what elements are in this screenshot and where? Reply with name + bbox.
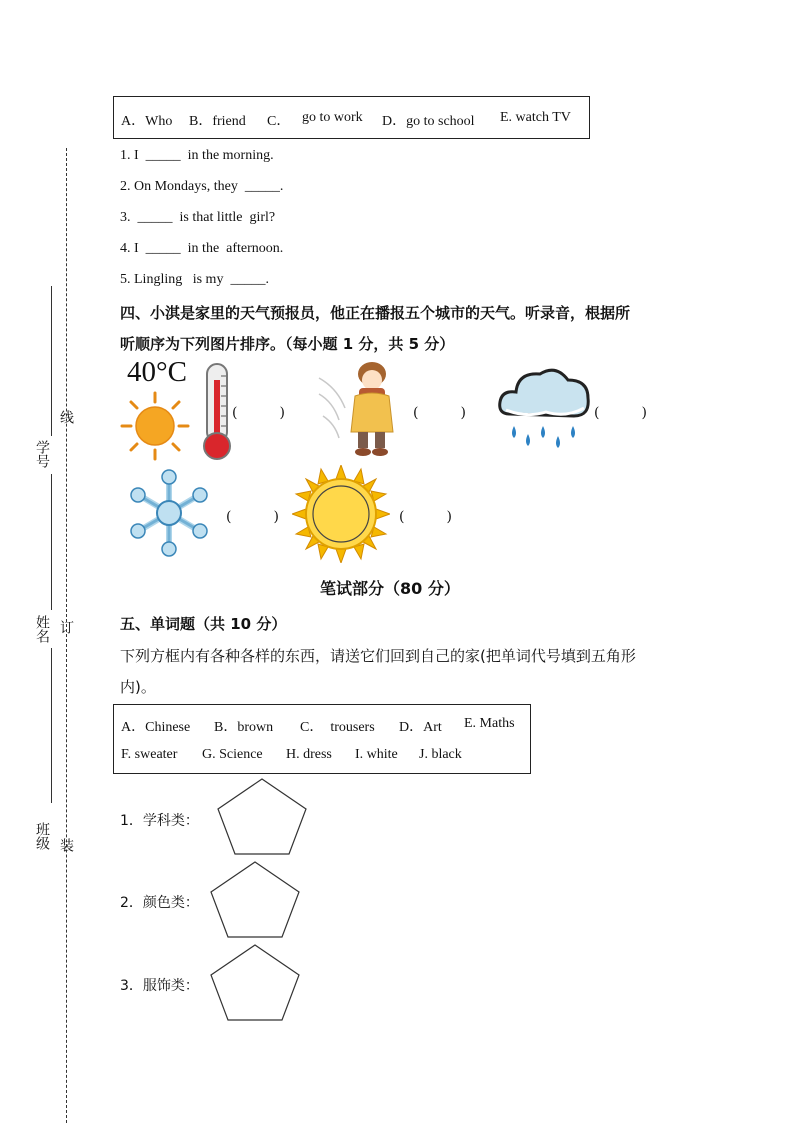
fill-sentence-1: 1. I _____ in the morning. — [120, 148, 274, 163]
sun-small-icon — [118, 389, 192, 463]
bind-char: 装 — [58, 838, 74, 852]
fill-sentence-2: 2. On Mondays, they _____. — [120, 179, 284, 194]
word-g: G. Science — [202, 747, 263, 762]
line-char: 线 — [58, 410, 74, 424]
word-b: B．brown — [214, 720, 274, 735]
word-a: A．Chinese — [121, 720, 191, 735]
options-box-2 — [113, 704, 531, 774]
section5-instr-line1: 下列方框内有各种各样的东西，请送它们回到自己的家(把单词代号填到五角形 — [120, 647, 636, 665]
fill-sentence-4: 4. I _____ in the afternoon. — [120, 241, 284, 256]
student-no-underline — [51, 286, 52, 436]
student-no-underline-2 — [51, 474, 52, 610]
thermometer-icon — [199, 362, 235, 462]
word-j: J. black — [419, 747, 462, 762]
option-c: C． — [267, 114, 291, 129]
section5-title: 五、单词题（共 10 分） — [120, 615, 287, 633]
name-label: 姓名 — [34, 615, 50, 643]
answer-paren-3[interactable]: ( ) — [594, 405, 647, 421]
answer-paren-4[interactable]: ( ) — [226, 509, 279, 525]
temperature-label: 40°C — [127, 356, 187, 388]
option-b: B．friend — [189, 114, 246, 129]
order-char: 订 — [58, 620, 74, 634]
section4-title-line1: 四、小淇是家里的天气预报员，他正在播报五个城市的天气。听录音，根据所 — [120, 304, 631, 322]
rain-cloud-icon — [496, 360, 592, 456]
written-part-title: 笔试部分（80 分） — [320, 579, 460, 598]
answer-paren-2[interactable]: ( ) — [413, 405, 466, 421]
option-c-text: go to work — [302, 110, 363, 125]
word-f: F. sweater — [121, 747, 178, 762]
class-label: 班级 — [34, 822, 50, 850]
sun-large-icon — [292, 465, 390, 563]
fill-sentence-3: 3. _____ is that little girl? — [120, 210, 276, 225]
cold-child-icon — [317, 358, 409, 458]
category-clothes-label: 3．服饰类： — [120, 978, 199, 994]
option-e: E. watch TV — [500, 110, 571, 125]
student-no-label: 学号 — [34, 440, 50, 468]
answer-paren-1[interactable]: ( ) — [232, 405, 285, 421]
option-d: D．go to school — [382, 114, 475, 129]
word-h: H. dress — [286, 747, 332, 762]
fill-sentence-5: 5. Lingling is my _____. — [120, 272, 269, 287]
word-i: I. white — [355, 747, 398, 762]
category-colors-label: 2．颜色类： — [120, 895, 199, 911]
snowflake-icon — [121, 465, 217, 561]
pentagon-subjects[interactable] — [215, 777, 309, 857]
options-box-1 — [113, 96, 590, 139]
word-d: D．Art — [399, 720, 442, 735]
pentagon-colors[interactable] — [208, 860, 302, 940]
word-c: C． trousers — [300, 720, 375, 735]
category-subjects-label: 1．学科类： — [120, 813, 199, 829]
word-e: E. Maths — [464, 716, 515, 731]
binding-dashed-line — [66, 148, 67, 1123]
name-underline — [51, 648, 52, 803]
pentagon-clothes[interactable] — [208, 943, 302, 1023]
section4-title-line2: 听顺序为下列图片排序。（每小题 1 分，共 5 分） — [120, 335, 455, 353]
answer-paren-5[interactable]: ( ) — [399, 509, 452, 525]
option-a: A．Who — [121, 114, 173, 129]
section5-instr-line2: 内)。 — [120, 678, 156, 696]
